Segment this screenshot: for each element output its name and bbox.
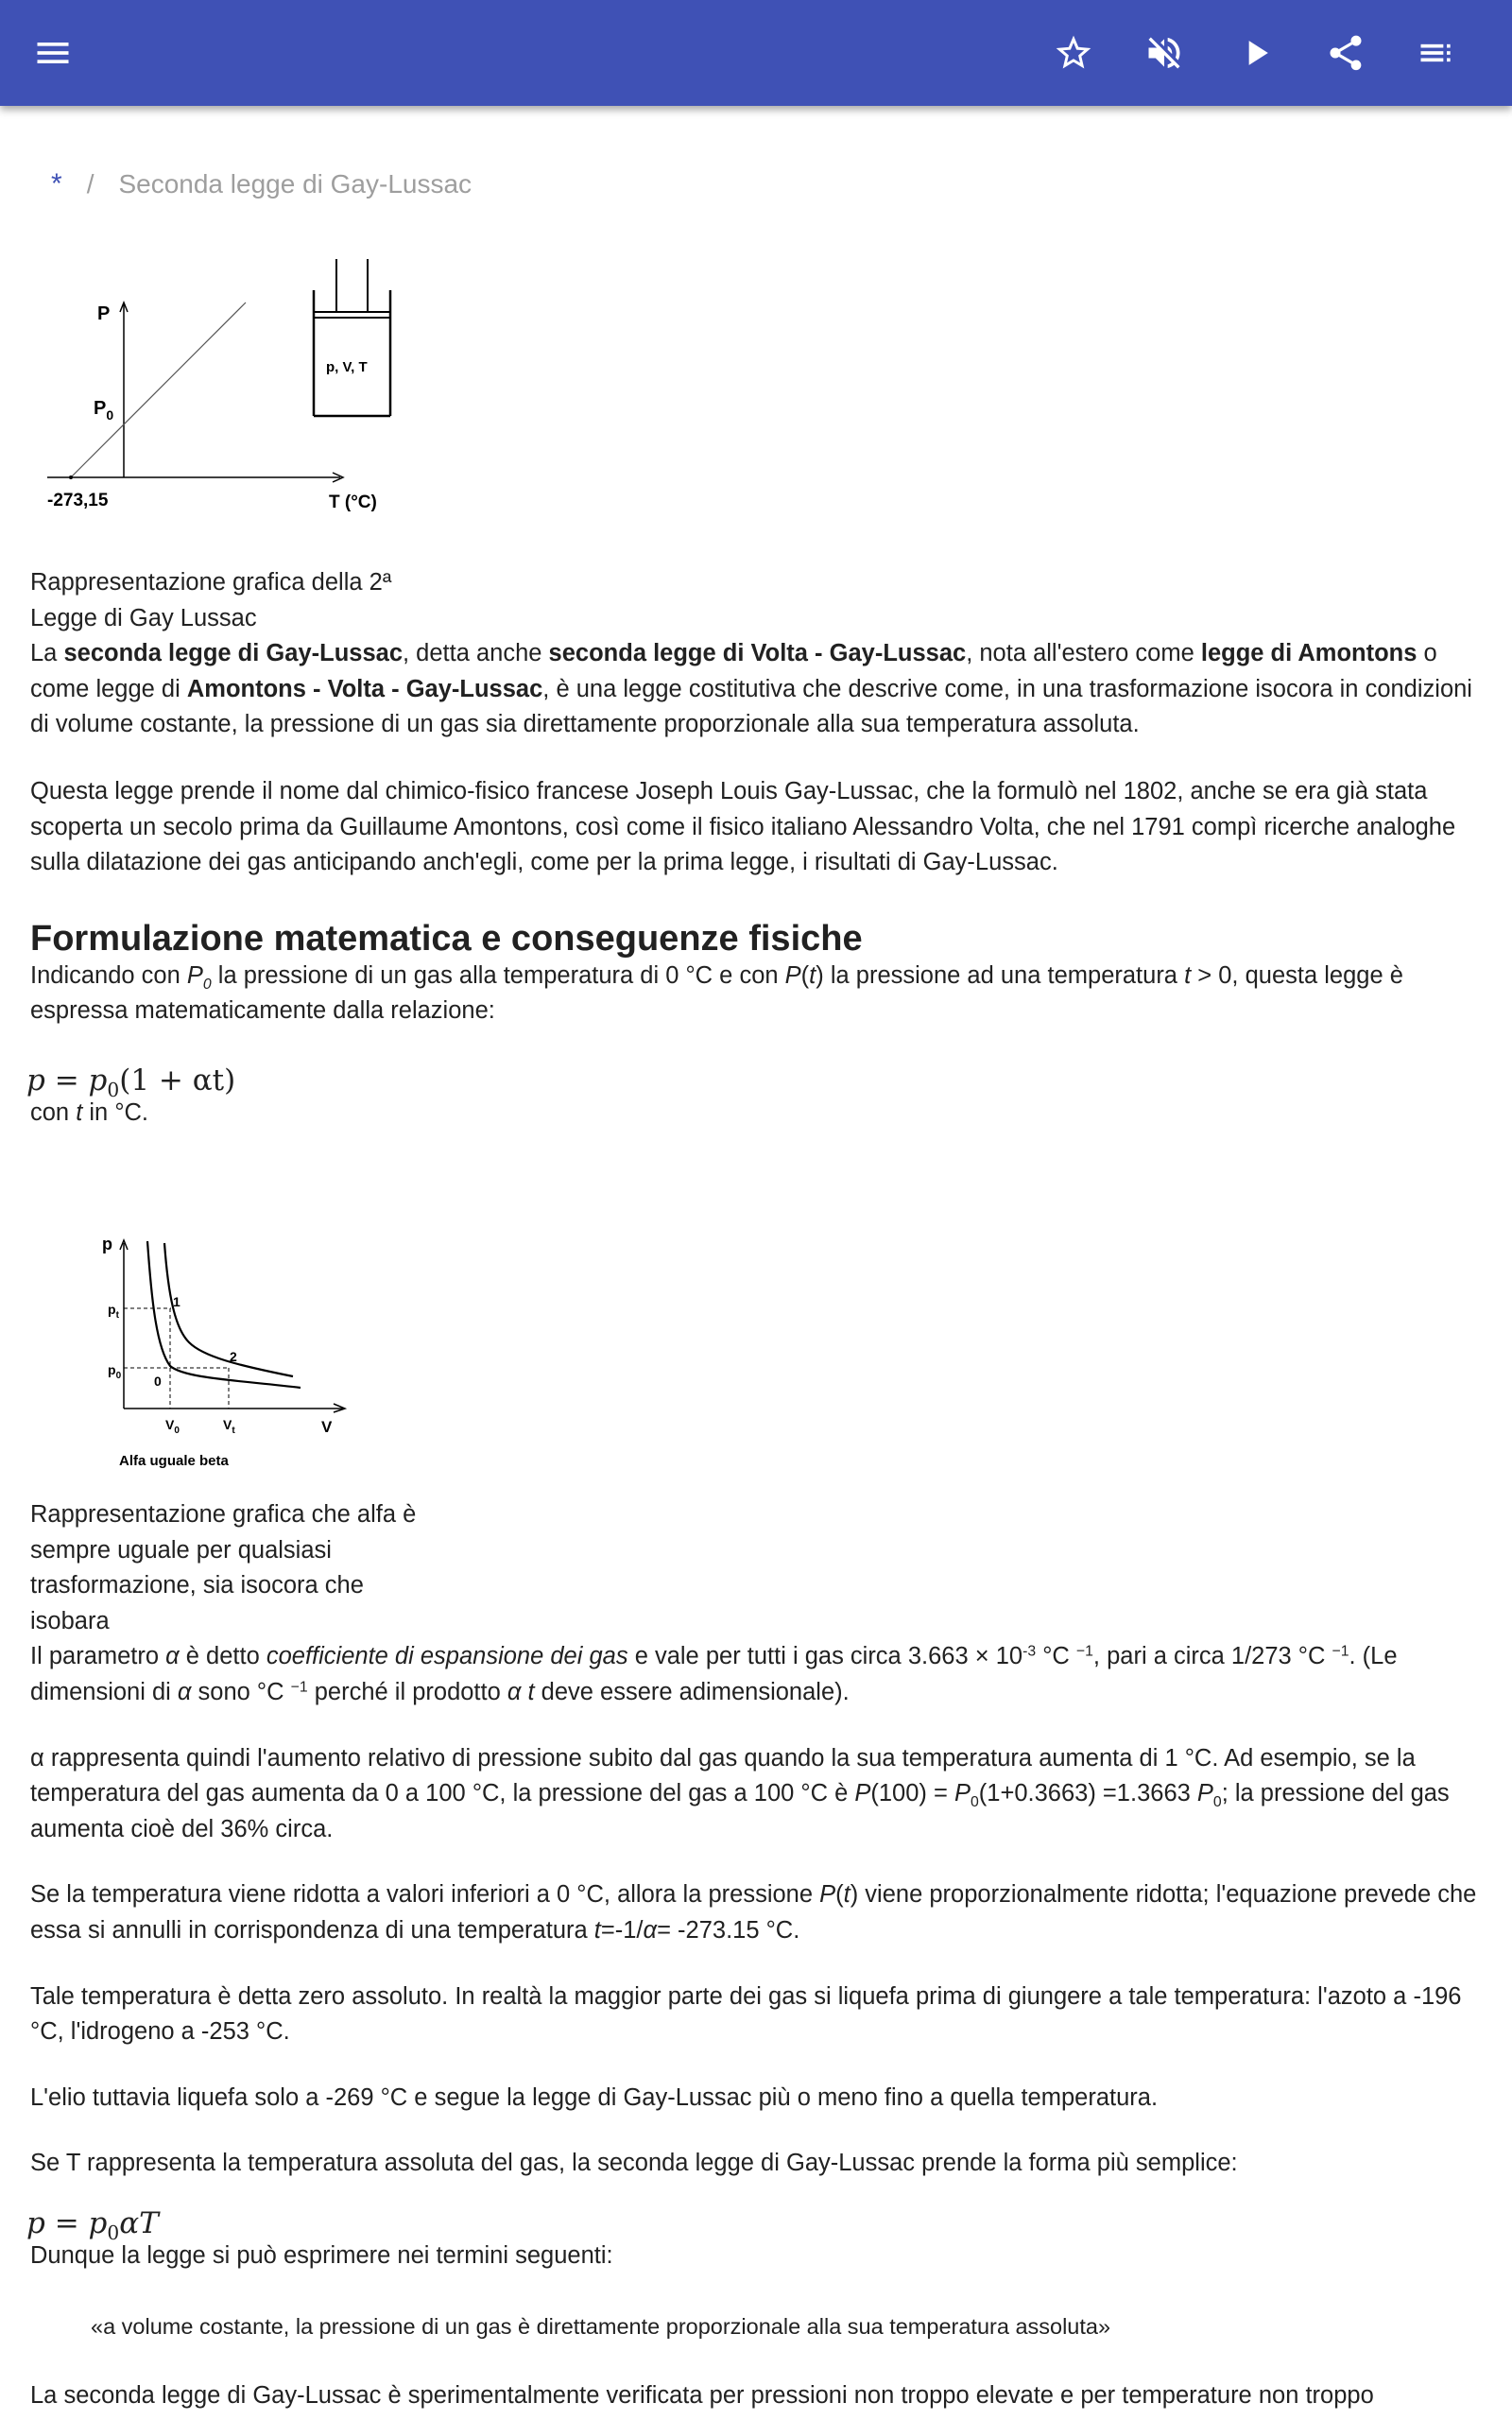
p0-label: $P_0$ (94, 398, 114, 423)
italic-term: P (186, 961, 203, 989)
volume-off-icon (1143, 32, 1185, 74)
figure1-caption-line2: Legge di Gay Lussac (30, 604, 257, 631)
intro-paragraph-2: Questa legge prende il nome dal chimico-fisico francese Joseph Louis Gay-Lussac, che la formulò nel 1802, anche se era già stata scoperta un secolo prima da Guillaume Amontons, così come il fisico italiano Alessandro Volta, che nel 1791 compì ricerche analoghe sulla dilatazione dei gas anticipando anch'egli, come per la prima legge, i risultati di Gay-Lussac. (30, 777, 1456, 876)
text-run: Se la temperatura viene ridotta a valori inferiori a 0 °C, allora la pressione (30, 1881, 820, 1909)
formula-1: $p = p_0(1 + \alpha t)$ (26, 1063, 236, 1102)
text-run: è detto (179, 1643, 266, 1670)
menu-button[interactable] (26, 26, 79, 79)
last-paragraph: La seconda legge di Gay-Lussac è sperimentalmente verificata per pressioni non troppo elevate e per temperature non troppo (30, 2381, 1374, 2409)
text-run: α rappresenta quindi l'aumento relativo di pressione subito dal gas quando la sua temperatura aumenta di 1 °C. Ad esempio, se la temperatura del gas aumenta da 0 a 100 °C, la pressione del gas a 100 °C è (30, 1744, 1416, 1807)
italic-term: coefficiente di espansione dei gas (266, 1643, 628, 1670)
italic-term: α t (507, 1678, 535, 1705)
text-run: -3 (1022, 1643, 1037, 1660)
text-run: ) viene proporzionalmente ridotta; l'equazione prevede che essa si annulli in corrispondenza di una temperatura (30, 1881, 1477, 1944)
text-run: e vale per tutti i gas circa 3.663 × 10 (627, 1643, 1023, 1670)
share-icon (1325, 32, 1366, 74)
mute-button[interactable] (1138, 26, 1191, 79)
text-run: o come legge di (30, 640, 1437, 702)
formula-1-note (30, 1096, 1486, 1132)
text-run: 0 (970, 1794, 979, 1811)
text-run: = -273.15 °C. (657, 1916, 800, 1944)
bold-term: Amontons - Volta - Gay-Lussac (186, 675, 543, 702)
text-run: 0 (1212, 1794, 1222, 1811)
text-run: sono °C (191, 1678, 291, 1705)
section-heading: Formulazione matematica e conseguenze fisiche (30, 918, 863, 959)
text-run: (100) = (870, 1780, 954, 1807)
figure2-caption-line: sempre uguale per qualsiasi (30, 1536, 332, 1564)
piston-container-icon (314, 259, 390, 416)
text-run: ( (835, 1881, 844, 1909)
se-t-paragraph: Se T rappresenta la temperatura assoluta del gas, la seconda legge di Gay-Lussac prende la forma più semplice: (30, 2150, 1238, 2177)
text-run: la pressione di un gas alla temperatura di 0 °C e con (211, 961, 785, 989)
figure2-caption-line: trasformazione, sia isocora che (30, 1572, 364, 1599)
text-run: =-1/ (600, 1916, 644, 1944)
y-axis-label: P (97, 303, 111, 324)
star-outline-icon (1053, 32, 1094, 74)
figure2-caption-line: Rappresentazione grafica che alfa è (30, 1501, 417, 1528)
text-run: °C (1036, 1643, 1076, 1670)
text-run: in °C. (82, 1098, 149, 1126)
breadcrumb-separator: / (86, 169, 94, 199)
point-1-label: 1 (173, 1294, 180, 1309)
italic-term: α (177, 1678, 192, 1705)
text-run: ) la pressione ad una temperatura (816, 961, 1185, 989)
point-0-label: 0 (154, 1374, 162, 1389)
absolute-zero-label: -273,15 (47, 491, 109, 510)
play-icon (1235, 32, 1277, 74)
text-run: Indicando con (30, 961, 187, 989)
ridotta-paragraph (30, 1877, 1486, 1948)
isochore-line (71, 302, 246, 477)
play-button[interactable] (1229, 26, 1282, 79)
text-run: La (30, 640, 64, 667)
x-axis-label: T (°C) (329, 493, 377, 512)
text-run: perché il prodotto (307, 1678, 507, 1705)
italic-term: P (854, 1780, 871, 1807)
text-run: con (30, 1098, 77, 1126)
italic-term: t (76, 1098, 83, 1126)
figure1-caption-line1: Rappresentazione grafica della 2ª (30, 569, 392, 596)
text-run: , nota all'estero come (966, 640, 1201, 667)
elio-paragraph: L'elio tuttavia liquefa solo a -269 °C e segue la legge di Gay-Lussac più o meno fino a quella temperatura. (30, 2083, 1159, 2111)
text-run: ; la pressione del gas aumenta cioè del 36% circa. (30, 1780, 1450, 1842)
playlist-icon (1416, 32, 1457, 74)
figure-pressure-temperature (28, 236, 425, 529)
text-run: ( (800, 961, 810, 989)
indicando-paragraph (30, 959, 1486, 1029)
alpha-paragraph (30, 1741, 1486, 1848)
isotherm-upper (164, 1243, 293, 1376)
figure2-caption (30, 1497, 1486, 1639)
breadcrumb-current: Seconda legge di Gay-Lussac (118, 169, 472, 199)
text-run: Il parametro (30, 1643, 166, 1670)
x-axis-label: V (321, 1418, 333, 1436)
favorite-button[interactable] (1047, 26, 1100, 79)
isotherm-lower (147, 1241, 301, 1388)
bold-term: legge di Amontons (1200, 640, 1418, 667)
text-run: , detta anche (403, 640, 549, 667)
formula-2: $p = p_0\alpha T$ (26, 2205, 159, 2245)
italic-term: α (165, 1643, 180, 1670)
pt-label: $p_t$ (108, 1302, 119, 1321)
p0-label: $p_0$ (108, 1362, 122, 1381)
app-bar (0, 0, 1512, 106)
intro-paragraph-1 (30, 636, 1486, 743)
text-run: (1+0.3663) =1.3663 (978, 1780, 1197, 1807)
vt-label: $V_t$ (223, 1417, 235, 1436)
italic-term: α (643, 1916, 658, 1944)
point-2-label: 2 (230, 1349, 237, 1364)
playlist-button[interactable] (1410, 26, 1463, 79)
text-run: −1 (1332, 1643, 1349, 1660)
figure2-caption-line: isobara (30, 1607, 110, 1634)
italic-term: P (784, 961, 801, 989)
breadcrumb-home[interactable]: * (51, 168, 62, 199)
share-button[interactable] (1319, 26, 1372, 79)
italic-term: t (1184, 961, 1192, 989)
breadcrumb (51, 168, 472, 200)
zero-assoluto-paragraph: Tale temperatura è detta zero assoluto. In realtà la maggior parte dei gas si liquefa prima di giungere a tale temperatura: l'azoto a -196 °C, l'idrogeno a -253 °C. (30, 1982, 1462, 2046)
italic-term: t (843, 1881, 850, 1909)
bold-term: seconda legge di Gay-Lussac (63, 640, 403, 667)
parametro-paragraph (30, 1639, 1486, 1710)
text-run: −1 (290, 1679, 308, 1696)
zero-point (69, 475, 73, 479)
italic-term: t (593, 1916, 601, 1944)
blockquote: «a volume costante, la pressione di un gas è direttamente proporzionale alla sua temperatura assoluta» (91, 2313, 1111, 2339)
text-run: , pari a circa 1/273 °C (1092, 1643, 1332, 1670)
hamburger-menu-icon (32, 32, 74, 74)
y-axis-label: p (102, 1235, 112, 1253)
italic-term: P (819, 1881, 836, 1909)
text-run: > 0, questa legge è espressa matematicamente dalla relazione: (30, 961, 1403, 1025)
dunque-paragraph: Dunque la legge si può esprimere nei termini seguenti: (30, 2241, 613, 2269)
text-run: −1 (1075, 1643, 1093, 1660)
text-run: deve essere adimensionale). (534, 1678, 850, 1705)
piston-label: p, V, T (326, 359, 368, 375)
italic-term: P (954, 1780, 971, 1807)
italic-term: 0 (202, 976, 212, 993)
italic-term: P (1196, 1780, 1213, 1807)
figure-alfa-uguale-beta (19, 1163, 454, 1475)
italic-term: t (809, 961, 816, 989)
text-run: . (Le dimensioni di (30, 1643, 1398, 1705)
bold-term: seconda legge di Volta - Gay-Lussac (548, 640, 967, 667)
v0-label: $V_0$ (165, 1417, 180, 1436)
figure2-title: Alfa uguale beta (119, 1453, 229, 1469)
text-run: , è una legge costitutiva che descrive come, in una trasformazione isocora in condizioni di volume costante, la pressione di un gas sia direttamente proporzionale alla sua temperatura assoluta. (30, 675, 1472, 738)
